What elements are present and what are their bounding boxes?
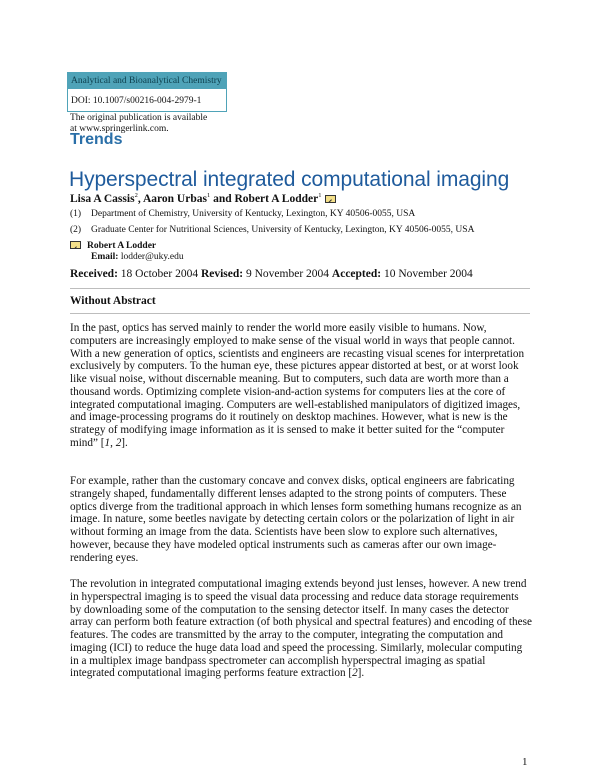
availability-line-1: The original publication is available <box>70 113 208 123</box>
envelope-icon <box>70 241 81 249</box>
divider <box>70 288 530 289</box>
affiliation-1 <box>70 209 415 219</box>
journal-name: Analytical and Bioanalytical Chemistry <box>68 73 226 89</box>
citation-link[interactable]: 2 <box>115 436 122 449</box>
corresponding-author <box>70 241 184 263</box>
author-separator: , <box>137 192 143 205</box>
page-number: 1 <box>522 756 528 768</box>
section-label: Trends <box>70 131 123 148</box>
affiliation-text: Graduate Center for Nutritional Sciences, University of Kentucky, Lexington, KY 40506-0055, USA <box>91 225 475 235</box>
journal-header-box <box>67 72 227 112</box>
email-label: Email: <box>91 252 119 262</box>
author-affiliation-sup: 2 <box>134 192 138 199</box>
doi-line: DOI: 10.1007/s00216-004-2979-1 <box>71 96 202 106</box>
author-separator: and <box>210 192 235 205</box>
citation-link[interactable]: 2 <box>352 667 358 680</box>
divider <box>70 313 530 314</box>
author-name[interactable]: Aaron Urbas <box>142 192 207 205</box>
body-paragraph-3 <box>70 578 532 680</box>
author-list <box>70 192 336 205</box>
paragraph-text-end: ]. <box>357 667 365 680</box>
revised-label: Revised: <box>200 268 244 280</box>
accepted-label: Accepted: <box>331 268 382 280</box>
body-paragraph-2 <box>70 475 532 564</box>
revised-date: 9 November 2004 <box>246 268 330 280</box>
author-affiliation-sup: 1 <box>206 192 211 199</box>
paragraph-text: The revolution in integrated computational imaging extends beyond just lenses, however. A new trend in hyperspectral imaging is to speed the visual data processing and reduce data storage requirements by downloading some of the computation to the sensing detector itself. In many cases the detector array can perform both feature extraction (of both physical and spectral features) and encoding of these features. The codes are transmitted by the array to the computer, integrating the computation and imaging (ICI) to reduce the huge data load and speed the processing. Similarly, molecular computing in a multiplex image bandpass spectrometer can accomplish hyperspectral imaging as spatial integrated computational imaging performs feature extraction [ <box>70 578 532 680</box>
citation-link[interactable]: 1 <box>104 436 111 449</box>
affiliation-2 <box>70 225 474 235</box>
article-title: Hyperspectral integrated computational imaging <box>69 168 510 191</box>
paragraph-text: In the past, optics has served mainly to render the world more easily visible to humans. Now, computers are increasingly employed to make sense of the visual world in ways that people cannot. With a new generation of optics, scientists and engineers are recasting visual scenes for interpretation exclusively by computers. To the human eye, these pictures appear distorted at best, or at worst look like visual noise, without discernable meaning. But to computers, such data are worth more than a thousand words. Optimizing complete vision-and-action systems for computers lies at the core of integrated computational imaging. Computers are well-established manipulators of digitized images, and image-processing programs do it routinely on desktop machines. However, what is new is the strategy of modifying image information as it is sensed to make it better suited for the “computer mind” [ <box>70 322 525 449</box>
author-name[interactable]: Robert A Lodder <box>234 192 319 205</box>
body-paragraph-1: In the past, optics has served mainly to render the world more easily visible to humans. Now, computers are increasingly employed to make sense of the visual world in ways that people cannot. With a new generation of optics, scientists and engineers are recasting visual scenes for interpretation exclusively by computers. To the human eye, these pictures appear distorted at best, or at worst look like visual noise, without discernable meaning. But to computers, such data are worth more than a thousand words. Optimizing complete vision-and-action systems for computers lies at the core of integrated computational imaging. Computers are well-established manipulators of digitized images, and image-processing programs do it routinely on desktop machines. However, what is new is the strategy of modifying image information as it is sensed to make it better suited for the “computer mind” [1, 2]. <box>70 322 525 449</box>
abstract-heading: Without Abstract <box>70 295 156 307</box>
paragraph-text: For example, rather than the customary concave and convex disks, optical engineers are fabricating strangely shaped, fundamentally different lenses adapted to the strong points of computers. These optics diverge from the traditional approach in which lenses form something humans recognize as an image. In nature, some beetles navigate by detecting certain colors or the polarization of light in air without forming an image from the data. Scientists have been slow to explore such alternatives, however, because they have modeled optical instruments such as cameras after our own image-rendering eyes. <box>70 475 522 564</box>
author-affiliation-sup: 1 <box>318 192 322 199</box>
author-name[interactable]: Lisa A Cassis <box>70 192 135 205</box>
availability-line-2: at www.springerlink.com. <box>70 124 169 134</box>
affiliation-text: Department of Chemistry, University of Kentucky, Lexington, KY 40506-0055, USA <box>91 209 416 219</box>
contact-email[interactable]: lodder@uky.edu <box>120 252 184 262</box>
envelope-icon[interactable] <box>325 195 336 203</box>
affiliation-number: (1) <box>70 209 82 219</box>
accepted-date: 10 November 2004 <box>383 268 473 280</box>
paragraph-text-end: ]. <box>121 436 128 449</box>
contact-name: Robert A Lodder <box>87 241 157 251</box>
article-dates <box>70 268 473 280</box>
received-label: Received: <box>70 268 118 280</box>
received-date: 18 October 2004 <box>120 268 199 280</box>
affiliation-number: (2) <box>70 225 82 235</box>
